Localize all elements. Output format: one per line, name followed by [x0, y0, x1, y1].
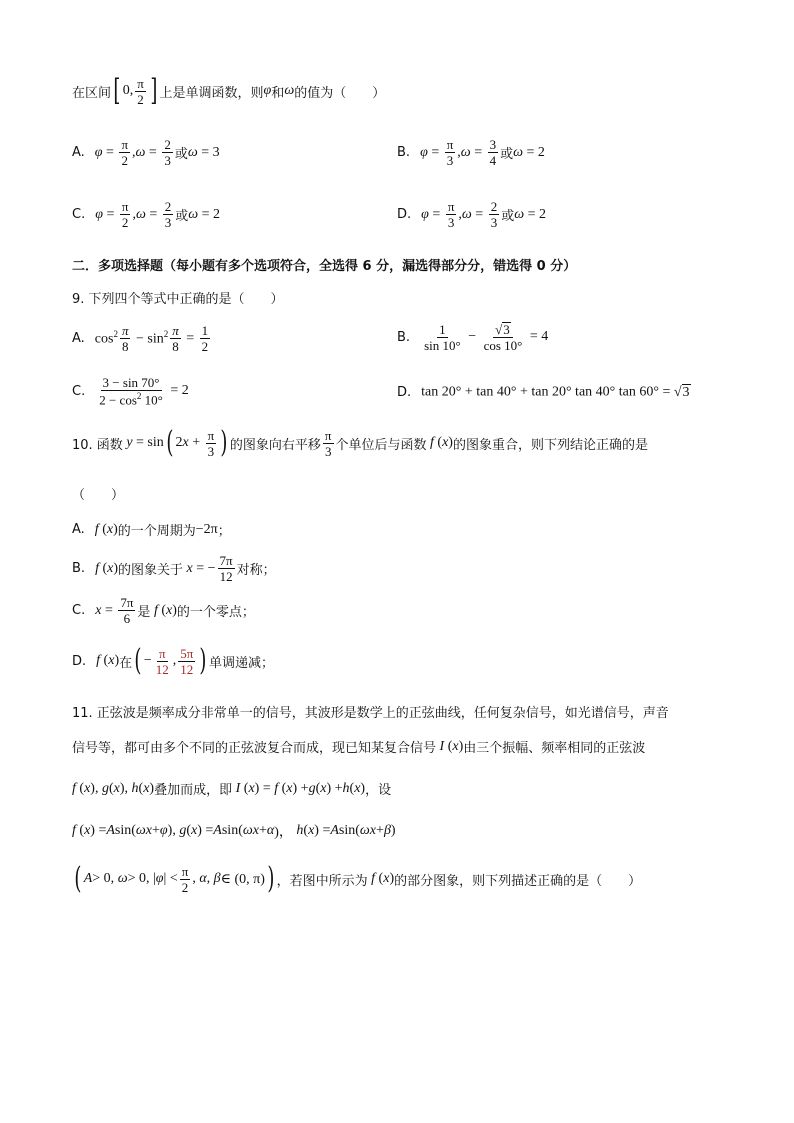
q8-option-c: C. φ = $\frac{\pi}{2}$ , ω = $\frac{2}{3}$ 或 ω = 2: [72, 199, 221, 230]
q10-stem: 10. 函数 y = sin ( 2 x + $\frac{\pi}{3}$ ) 的图象向右平移 $\frac{\pi}{3}$ 个单位后与函数 f ( x ) 的图象重合，则下列结论正确的是: [72, 425, 648, 460]
q10-option-c: C. x = $\frac{7\pi}{6}$ 是 f ( x ) 的一个零点；: [72, 595, 255, 626]
q8-option-b: B. φ = $\frac{\pi}{3}$ , ω = $\frac{3}{4}$ 或 ω = 2: [397, 137, 545, 168]
q10-option-b: B. f ( x ) 的图象关于 x = − $\frac{7\pi}{12}$ 对称；: [72, 553, 276, 584]
q11-line2: 信号等，都可由多个不同的正弦波复合而成，现已知某复合信号 I ( x ) 由三个振幅、频率相同的正弦波: [72, 738, 646, 756]
q8-option-d: D. φ = $\frac{\pi}{3}$ , ω = $\frac{2}{3}$ 或 ω = 2: [397, 199, 546, 230]
q9-option-b: B. $\frac{1}{\sin 10^\circ}$ − √ 3 cos 10° = 4: [397, 321, 549, 353]
q11-line1: 11. 正弦波是频率成分非常单一的信号，其波形是数学上的正弦曲线，任何复杂信号，如光谱信号，声音: [72, 706, 669, 721]
intro-prefix: 在区间: [72, 85, 112, 101]
q9-option-a: A. $\cos^2$ $\frac{\pi}{8}$ − $\sin^2$ $\frac{\pi}{8}$ = $\frac{1}{2}$: [72, 323, 209, 354]
q11-line4: f ( x ) = A sin( ωx + φ ), g ( x ) = A sin( ωx + α )， h ( x ) = A sin( ωx + β ): [72, 823, 396, 840]
q10-paren: （ ）: [72, 488, 125, 503]
q11-line3: f ( x ), g ( x ), h ( x ) 叠加而成，即 I ( x ) = f ( x ) + g ( x ) + h ( x ) ，设: [72, 780, 392, 798]
q8-option-a: A. φ = $\frac{\pi}{2}$ , ω = $\frac{2}{3}$ 或 ω = 3: [72, 137, 220, 168]
q11-line5: ( A > 0, ω > 0, | φ | < $\frac{\pi}{2}$ , α , β ∈ (0, π) ) ，若图中所示为 f ( x ) 的部分图象，则下列描述正确的是（ ）: [74, 861, 642, 896]
q9-option-c: C. $\frac{3 - \sin 70^\circ}{2 - \cos^2 10^\circ}$ = 2: [72, 375, 189, 408]
q9-option-d: D. tan 20° + tan 40° + tan 20° tan 40° tan 60° = √ 3: [397, 384, 690, 400]
section-title: 二．多项选择题（每小题有多个选项符合，全选得 6 分，漏选得部分分，错选得 0 分）: [72, 259, 577, 274]
intro-line: 在区间 [ 0, $\frac{\pi}{2}$ ] 上是单调函数，则 φ 和 ω 的值为（ ）: [72, 73, 386, 108]
q10-option-a: A. f ( x ) 的一个周期为 −2π ；: [72, 521, 231, 539]
q9-stem: 9. 下列四个等式中正确的是（ ）: [72, 292, 284, 307]
q10-option-d: D. f ( x ) 在 ( − $\frac{\pi}{12}$ , $\frac{5\pi}{12}$ ) 单调递减；: [72, 643, 275, 678]
intro-suffix: 上是单调函数，则: [159, 85, 264, 101]
